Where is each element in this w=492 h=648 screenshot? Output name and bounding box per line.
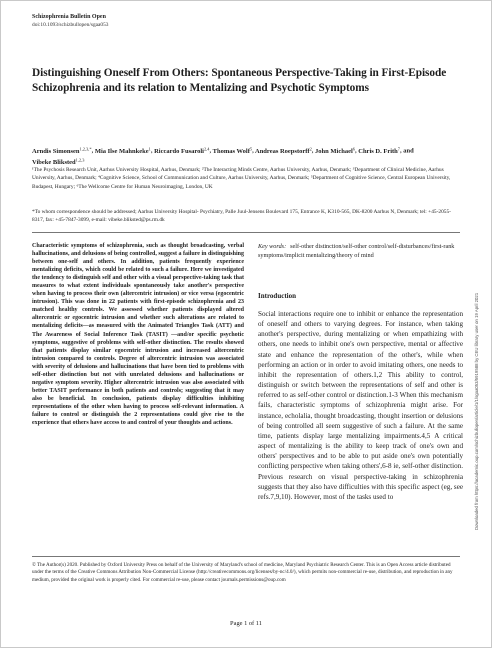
journal-name: Schizophrenia Bulletin Open [32, 14, 106, 20]
introduction-text: Social interactions require one to inhibit or enhance the representation of oneself and others to varying degrees. For instance, when taking another's perspective, during mentalizing or when empathizing with others, one needs to inhibit one's own perspective, mental or affective state and enhance the representation of the other's, while when performing an action or in order to avoid imitating others, one needs to inhibit the representation of others.1,2 This ability to control, distinguish or switch between the representations of self and other is referred to as self-other control or distinction.1-3 When this mechanism fails, characteristic symptoms of schizophrenia might arise. For instance, echolalia, thought broadcasting, thought insertion or delusions of being controlled all seem suggestive of such a failure. At the same time, patients display large mentalizing impairments.4,5 A critical aspect of mentalizing is the ability to keep track of one's own and others' perspectives and to be able to put aside one's own potentially conflicting perspective when taking others',6-8 ie, self-other distinction. Previous research on visual perspective-taking in schizophrenia suggests that they also have difficulties with this specific aspect (eg, see refs.7,9,10). However, most of the tasks used to [258, 310, 463, 501]
author[interactable]: Vibeke Bliksted$^{1,2,3}$ [32, 157, 85, 166]
header-divider [32, 232, 460, 233]
page-number: Page 1 of 11 [230, 620, 262, 627]
author[interactable]: Arndis Simonsen$^{1,2,3,*}$ [32, 146, 92, 155]
author-list: Arndis Simonsen$^{1,2,3,*}$, Mia Ilse Mahnkeke$^1$, Riccardo Fusaroli$^{2,4}$, Thomas Wolf$^5$, Andreas Roepstorff$^2$, John Michael$^6$, Chris D. Frith$^7$, and Vibeke Bliksted$^{1,2,3}$ [32, 146, 414, 166]
keywords-text: self-other distinction/self-other control/self-disturbances/first-rank symptoms/implicit mentalizing/theory of mind [258, 243, 455, 259]
author[interactable]: Mia Ilse Mahnkeke$^1$ [94, 146, 151, 155]
author[interactable]: Riccardo Fusaroli$^{2,4}$ [154, 146, 210, 155]
keywords-label: Key words: [258, 243, 287, 250]
keywords [258, 242, 458, 260]
article-title: Distinguishing Oneself From Others: Spontaneous Perspective-Taking in First-Episode Schizophrenia and its relation to Mentalizing and Psychotic Symptoms [32, 67, 447, 94]
introduction-heading: Introduction [258, 292, 296, 300]
author[interactable]: Chris D. Frith$^7$ [358, 146, 400, 155]
correspondence: *To whom correspondence should be addressed; Aarhus University Hospital- Psychiatry, Palle Juul-Jensens Boulevard 175, Entrance K, K310-565, DK-8200 Aarhus N, Denmark; tel: +45-2055-8317, fax: +45-7847-3099, e-mail: vibeke.bliksted@ps.rm.dk [32, 209, 451, 224]
author[interactable]: John Michael$^6$ [315, 146, 355, 155]
abstract: Characteristic symptoms of schizophrenia, such as thought broadcasting, verbal hallucinations, and delusions of being controlled, suggest a failure in distinguishing between one-self and others. In addition, patients frequently experience mentalizing deficits, which could be related to such a failure. Here we investigated the tendency to distinguish self and other with a visual perspective-taking task that measures to what extent individuals spontaneously take another's perspective when having to process their own (altercentric intrusion) or vice versa (egocentric intrusion). This was done in 22 patients with first-episode schizophrenia and 23 matched healthy controls. We assessed whether patients displayed altered altercentric or egocentric intrusion and whether such alterations are related to mentalizing deficits—as measured with the Animated Triangles Task (ATT) and The Awareness of Social Inference Task (TASIT) —and/or specific psychotic symptoms, suggestive of problems with self-other distinction. The results showed that patients display similar egocentric intrusion and increased altercentric intrusion compared to controls. Degree of altercentric intrusion was associated with severity of delusions and hallucinations that have been tied to problems with self-other distinction but not with unrelated delusions and hallucinations or negative symptom severity. Higher altercentric intrusion was also associated with better TASIT performance in both patients and controls; suggesting that it may also be beneficial. In conclusion, patients display difficulties inhibiting representations of the other when having to process self-relevant information. A failure to control or distinguish the 2 representations could give rise to the experience that others have access to and control of your thoughts and actions. [32, 243, 244, 427]
copyright-notice: © The Author(s) 2020. Published by Oxford University Press on behalf of the University of Maryland's school of medicine, Maryland Psychiatric Research Center. This is an Open Access article distributed under the terms of the Creative Commons Attribution Non-Commercial License (http://creativecommons.org/licenses/by-nc/4.0/), which permits non-commercial re-use, distribution, and reproduction in any medium, provided the original work is properly cited. For commercial re-use, please contact journals.permissions@oup.com [32, 562, 453, 583]
download-watermark [472, 110, 480, 530]
author[interactable]: Thomas Wolf$^5$ [212, 146, 253, 155]
affiliations: ¹The Psychosis Research Unit, Aarhus University Hospital, Aarhus, Denmark; ²The Interacting Minds Centre, Aarhus University, Aarhus, Denmark; ³Department of Clinical Medicine, Aarhus University, Aarhus, Denmark; ⁴Cognitive Science, School of Communication and Culture, Aarhus University, Aarhus, Denmark; ⁵Department of Cognitive Science, Central European University, Budapest, Hungary; ⁶The Wellcome Centre for Human Neuroimaging, London, UK [32, 167, 451, 190]
footer-divider [32, 556, 460, 557]
author[interactable]: Andreas Roepstorff$^2$ [255, 146, 312, 155]
doi[interactable]: doi:10.1093/schizbullopen/sgaa053 [32, 22, 109, 28]
download-watermark-text: Downloaded from https://academic.oup.com/schizbullopen/article/1/1/sgaa053/5919588 by CEU library user on 19 April 2021 [474, 292, 479, 530]
